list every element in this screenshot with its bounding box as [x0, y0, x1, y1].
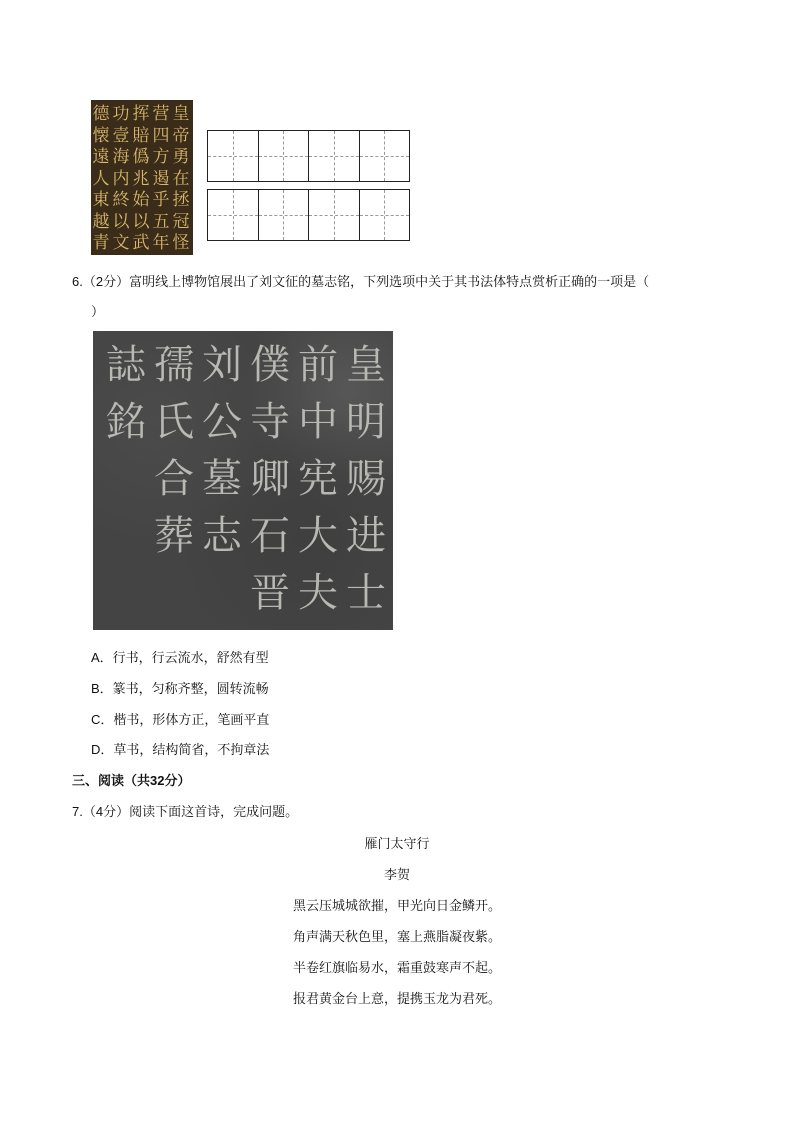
calligraphy-column: 皇帝勇在拯冠怪 — [172, 104, 190, 253]
calligraphy-column: 孺氏合葬 — [154, 342, 194, 559]
poem-line: 角声满天秋色里，塞上燕脂凝夜紫。 — [292, 929, 501, 944]
writing-grid-cell[interactable] — [259, 131, 310, 181]
writing-grid-cell[interactable] — [360, 190, 410, 240]
calligraphy-column: 功壹海内終以文 — [112, 104, 130, 253]
calligraphy-column: 营四方遏乎五年 — [152, 104, 170, 253]
writing-grid-row-1[interactable] — [207, 130, 410, 182]
calligraphy-image-regular-script — [91, 100, 193, 255]
calligraphy-column: 刘公墓志 — [202, 342, 242, 559]
writing-grid-cell[interactable] — [259, 190, 310, 240]
option-c[interactable]: C．楷书，形体方正，笔画平直 — [91, 712, 270, 727]
question-6-stem: 6.（2分）富明线上博物馆展出了刘文征的墓志铭，下列选项中关于其书法体特点赏析正确的一项是（ — [72, 274, 650, 289]
calligraphy-column: 德懐遠人東越青 — [92, 104, 110, 253]
poem-line: 报君黄金台上意，提携玉龙为君死。 — [292, 991, 501, 1006]
question-7-stem: 7.（4分）阅读下面这首诗，完成问题。 — [72, 804, 299, 819]
writing-grid-cell[interactable] — [309, 131, 360, 181]
poem-line: 半卷红旗临易水，霜重鼓寒声不起。 — [292, 960, 501, 975]
calligraphy-column: 皇明赐进士 — [346, 342, 386, 616]
writing-grid-cell[interactable] — [309, 190, 360, 240]
calligraphy-column: 前中宪大夫 — [298, 342, 338, 616]
option-a[interactable]: A．行书，行云流水，舒然有型 — [91, 650, 269, 665]
option-d[interactable]: D．草书，结构简省，不拘章法 — [91, 742, 270, 757]
writing-grid-cell[interactable] — [208, 190, 259, 240]
option-b[interactable]: B．篆书，匀称齐整，圆转流畅 — [91, 681, 269, 696]
calligraphy-column: 挥賠僞兆始以武 — [132, 104, 150, 253]
question-6-stem-close: ） — [91, 304, 105, 319]
calligraphy-image-seal-script — [93, 331, 393, 630]
poem-title: 雁门太守行 — [364, 836, 430, 851]
poem-line: 黑云压城城欲摧，甲光向日金鳞开。 — [292, 898, 501, 913]
writing-grid-cell[interactable] — [360, 131, 410, 181]
section-heading: 三、阅读（共32分） — [72, 773, 191, 788]
calligraphy-column: 誌銘 — [106, 342, 146, 445]
poem-author: 李贺 — [383, 867, 410, 882]
calligraphy-column: 僕寺卿石晋 — [250, 342, 290, 616]
writing-grid-cell[interactable] — [208, 131, 259, 181]
writing-grid-row-2[interactable] — [207, 189, 410, 241]
